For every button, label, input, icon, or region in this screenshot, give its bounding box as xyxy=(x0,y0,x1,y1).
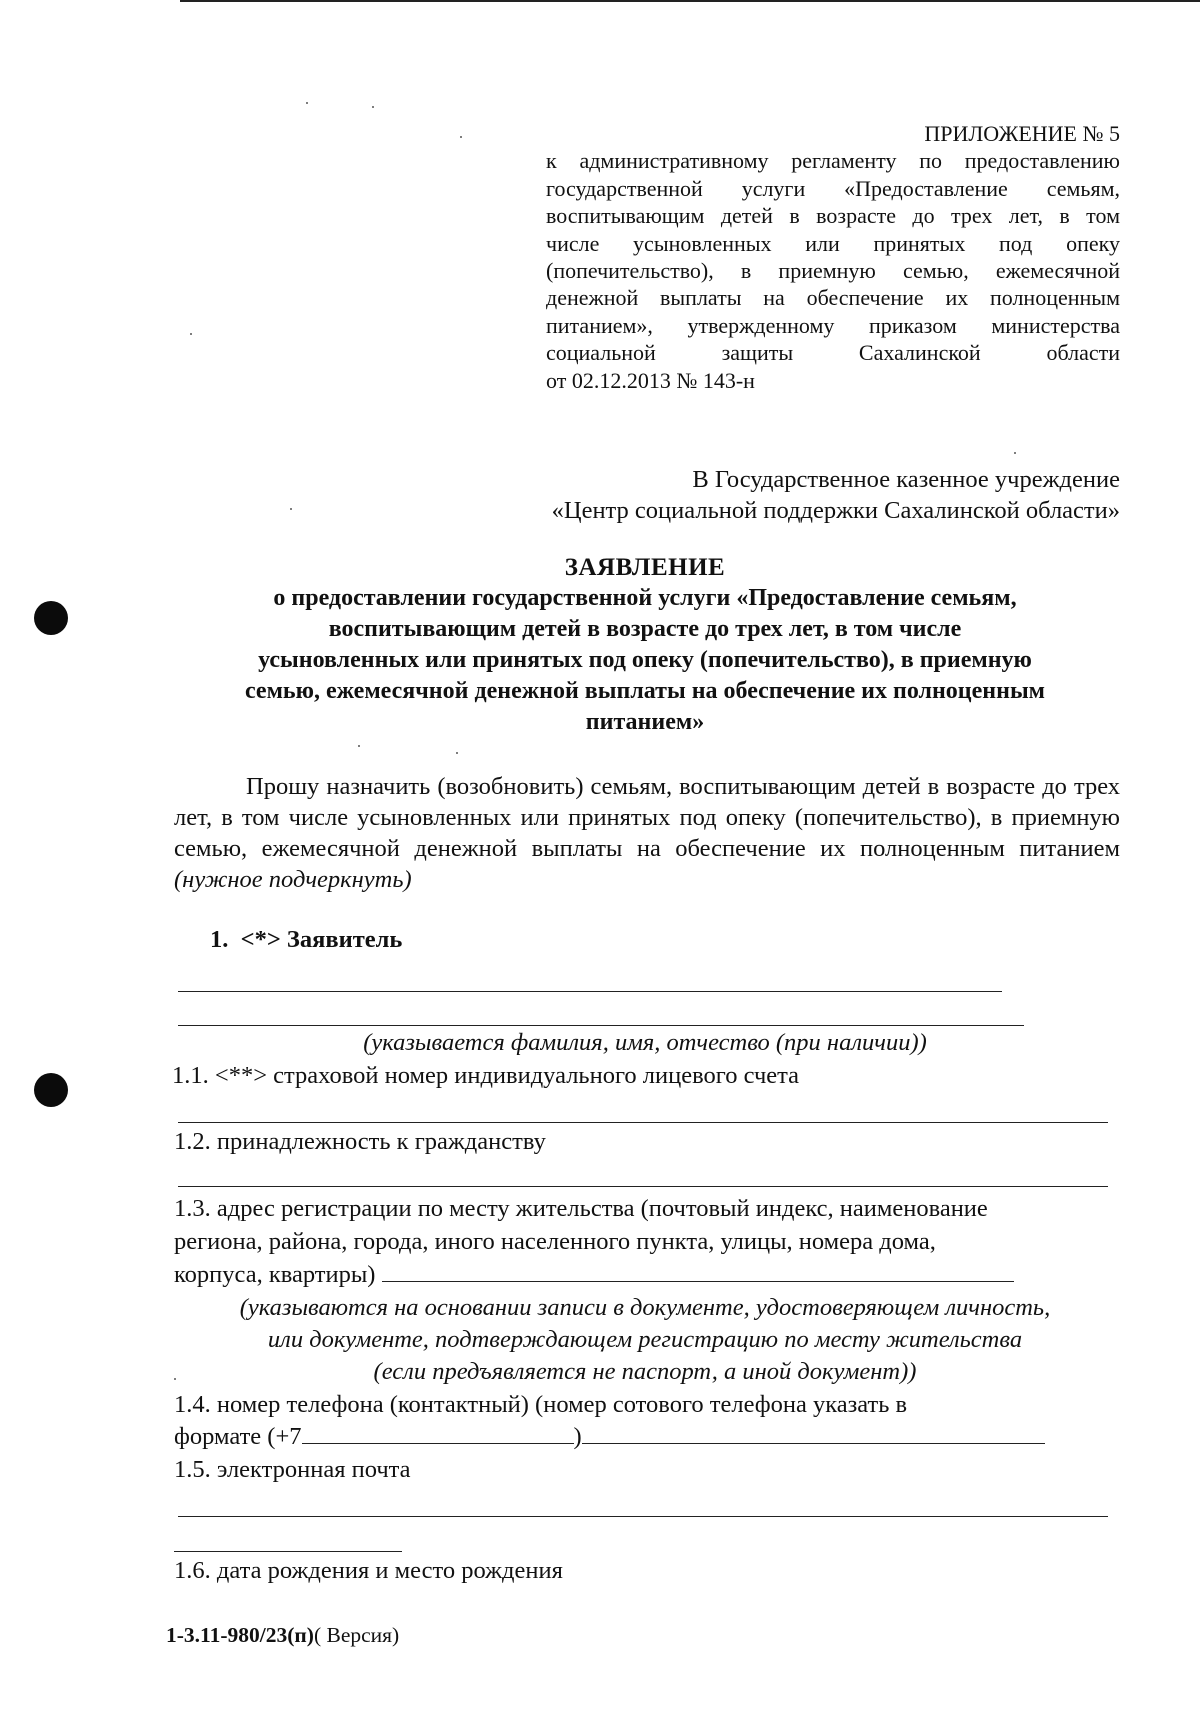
addressee-line: «Центр социальной поддержки Сахалинской области» xyxy=(551,497,1120,524)
field-citizenship-label: 1.2. принадлежность к гражданству xyxy=(174,1128,546,1155)
scan-speck xyxy=(456,752,458,754)
request-note: (нужное подчеркнуть) xyxy=(174,866,412,893)
applicant-name-line[interactable] xyxy=(178,991,1002,992)
appendix-line: к административному регламенту по предоставлению xyxy=(546,148,1120,174)
scan-speck xyxy=(190,333,192,335)
document-subtitle-line: семью, ежемесячной денежной выплаты на обеспечение их полноценным xyxy=(244,678,1046,704)
document-title: ЗАЯВЛЕНИЕ xyxy=(564,554,726,581)
appendix-line: государственной услуги «Предоставление семьям, xyxy=(546,175,1120,201)
appendix-line: питанием», утвержденному приказом министерства xyxy=(546,312,1120,338)
field-birth-label: 1.6. дата рождения и место рождения xyxy=(174,1557,563,1584)
address-hint: (указываются на основании записи в документе, удостоверяющем личность, xyxy=(239,1294,1051,1321)
field-address-text: корпуса, квартиры) xyxy=(174,1261,376,1288)
field-address-label xyxy=(174,1259,1014,1290)
phone-number-input-line[interactable] xyxy=(582,1421,1045,1444)
scan-speck xyxy=(290,508,292,510)
field-snils-label: 1.1. <**> страховой номер индивидуального лицевого счета xyxy=(172,1062,800,1089)
document-subtitle-line: питанием» xyxy=(585,709,705,735)
document-subtitle-line: о предоставлении государственной услуги «Предоставление семьям, xyxy=(273,585,1017,611)
appendix-title: ПРИЛОЖЕНИЕ № 5 xyxy=(924,121,1120,146)
field-email-label: 1.5. электронная почта xyxy=(174,1456,411,1483)
appendix-line: от 02.12.2013 № 143-н xyxy=(546,367,755,393)
field-address-label: региона, района, города, иного населенного пункта, улицы, номера дома, xyxy=(174,1228,936,1255)
scan-speck xyxy=(1014,452,1016,454)
section-1-heading xyxy=(210,924,402,955)
punch-hole-mark xyxy=(34,1073,68,1107)
phone-code-input-line[interactable] xyxy=(302,1421,574,1444)
appendix-line: (попечительство), в приемную семью, ежемесячной xyxy=(546,258,1120,284)
appendix-header xyxy=(546,120,1120,394)
appendix-line: социальной защиты Сахалинской области xyxy=(546,340,1120,366)
phone-prefix: формате (+7 xyxy=(174,1423,302,1450)
appendix-line: воспитывающим детей в возрасте до трех лет, в том xyxy=(546,203,1120,229)
addressee-line: В Государственное казенное учреждение xyxy=(692,466,1120,493)
addressee-block xyxy=(552,464,1120,526)
address-hint: (если предъявляется не паспорт, а иной документ)) xyxy=(373,1358,917,1385)
punch-hole-mark xyxy=(34,601,68,635)
field-phone-label: 1.4. номер телефона (контактный) (номер сотового телефона указать в xyxy=(174,1391,908,1418)
footnote-separator xyxy=(174,1551,402,1552)
scan-speck xyxy=(306,102,308,104)
section-label: <*> Заявитель xyxy=(240,926,403,953)
citizenship-input-line[interactable] xyxy=(178,1186,1108,1187)
address-input-line[interactable] xyxy=(382,1259,1014,1282)
field-address-label: 1.3. адрес регистрации по месту жительства (почтовый индекс, наименование xyxy=(174,1195,988,1222)
document-footer xyxy=(166,1623,399,1648)
scan-speck xyxy=(372,106,374,108)
scan-top-edge xyxy=(180,0,1200,2)
snils-input-line[interactable] xyxy=(178,1122,1108,1123)
phone-close-paren: ) xyxy=(573,1423,582,1450)
field-phone-format xyxy=(174,1421,1045,1452)
document-title-block xyxy=(170,552,1120,738)
document-version: ( Версия) xyxy=(313,1623,400,1647)
fio-hint: (указывается фамилия, имя, отчество (при наличии)) xyxy=(363,1029,927,1056)
request-paragraph xyxy=(174,771,1120,895)
document-subtitle-line: воспитывающим детей в возрасте до трех лет, в том числе xyxy=(328,616,962,642)
applicant-name-line[interactable] xyxy=(178,1025,1024,1026)
appendix-line: числе усыновленных или принятых под опеку xyxy=(546,230,1120,256)
scan-speck xyxy=(358,745,360,747)
document-code: 1-3.11-980/23(п) xyxy=(166,1623,314,1647)
address-hint: или документе, подтверждающем регистрацию по месту жительства xyxy=(267,1326,1023,1353)
email-input-line[interactable] xyxy=(178,1516,1108,1517)
appendix-line: денежной выплаты на обеспечение их полноценным xyxy=(546,285,1120,311)
request-text: Прошу назначить (возобновить) семьям, воспитывающим детей в возрасте до трех лет, в том числе усыновленных или принятых под опеку (попечительство), в приемную семью, ежемесячной денежной выплаты на обеспечение их полноценным питанием xyxy=(174,773,1120,862)
section-number: 1. xyxy=(210,926,229,953)
document-subtitle-line: усыновленных или принятых под опеку (попечительство), в приемную xyxy=(258,647,1032,673)
scan-speck xyxy=(460,136,462,138)
